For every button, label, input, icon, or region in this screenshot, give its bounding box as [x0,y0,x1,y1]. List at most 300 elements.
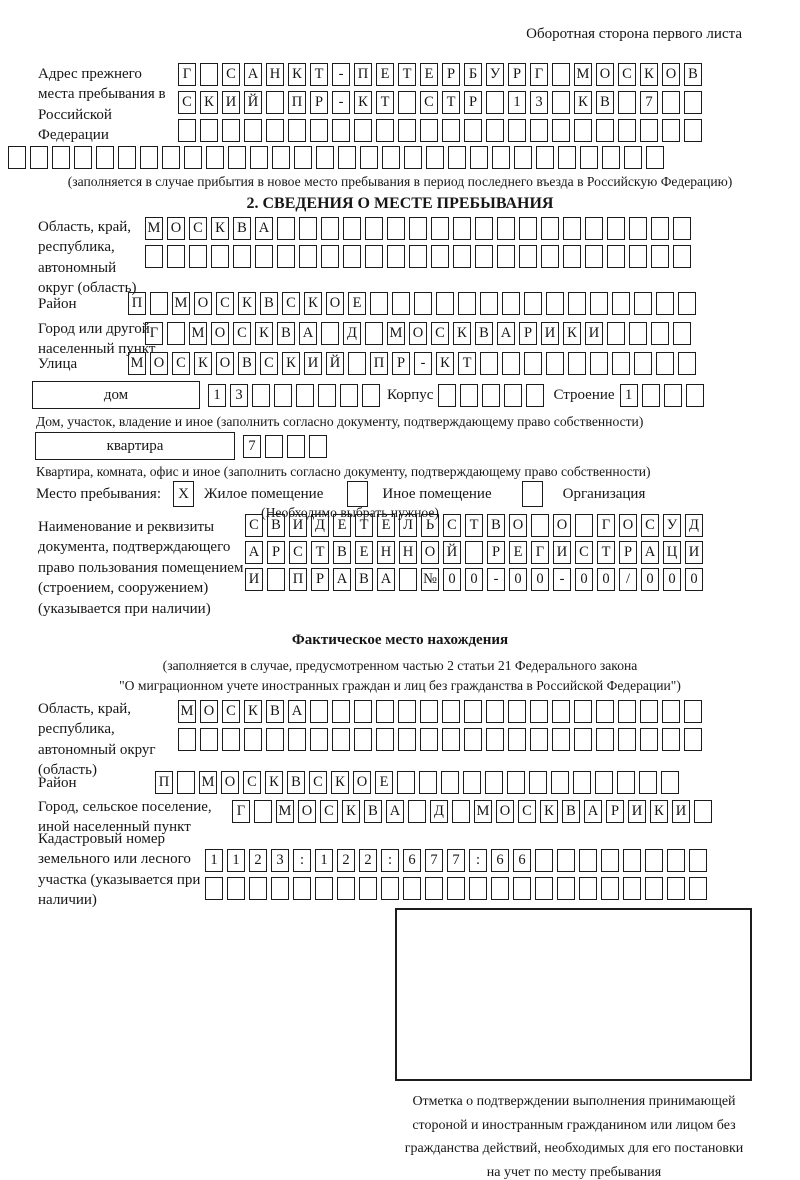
char-box[interactable]: А [377,568,395,591]
char-box[interactable]: И [685,541,703,564]
actual-region-row-2[interactable] [178,728,702,751]
char-box[interactable]: 7 [425,849,443,872]
char-box[interactable]: Й [443,541,461,564]
char-box[interactable]: О [553,514,571,537]
char-box[interactable] [640,119,658,142]
char-box[interactable]: М [128,352,146,375]
house-number-row[interactable] [208,384,380,407]
char-box[interactable] [514,146,532,169]
char-box[interactable] [403,877,421,900]
char-box[interactable]: И [628,800,646,823]
char-box[interactable] [492,146,510,169]
char-box[interactable] [546,352,564,375]
char-box[interactable]: Р [311,568,329,591]
char-box[interactable]: К [540,800,558,823]
char-box[interactable]: О [619,514,637,537]
char-box[interactable] [475,245,493,268]
char-box[interactable]: В [355,568,373,591]
char-box[interactable]: С [420,91,438,114]
char-box[interactable] [612,292,630,315]
char-box[interactable]: Р [508,63,526,86]
char-box[interactable] [274,384,292,407]
char-box[interactable] [365,217,383,240]
district-row[interactable] [128,292,696,315]
char-box[interactable] [646,146,664,169]
apartment-number-row[interactable] [243,435,327,458]
char-box[interactable] [585,217,603,240]
char-box[interactable] [486,119,504,142]
cadastral-row-1[interactable] [205,849,707,872]
char-box[interactable]: 2 [249,849,267,872]
char-box[interactable] [442,119,460,142]
char-box[interactable] [206,146,224,169]
house-field-box[interactable]: дом [32,381,200,409]
char-box[interactable]: А [288,700,306,723]
char-box[interactable] [558,146,576,169]
char-box[interactable] [508,700,526,723]
char-box[interactable]: В [684,63,702,86]
char-box[interactable] [596,728,614,751]
char-box[interactable] [228,146,246,169]
char-box[interactable] [376,700,394,723]
char-box[interactable]: 3 [230,384,248,407]
char-box[interactable]: С [282,292,300,315]
char-box[interactable] [397,771,415,794]
char-box[interactable]: В [238,352,256,375]
char-box[interactable] [316,146,334,169]
char-box[interactable] [563,245,581,268]
char-box[interactable] [530,728,548,751]
char-box[interactable]: Л [399,514,417,537]
char-box[interactable] [662,700,680,723]
char-box[interactable] [607,217,625,240]
char-box[interactable] [442,728,460,751]
char-box[interactable] [530,119,548,142]
char-box[interactable] [340,384,358,407]
char-box[interactable] [541,217,559,240]
char-box[interactable] [431,245,449,268]
char-box[interactable] [464,700,482,723]
char-box[interactable] [376,728,394,751]
char-box[interactable] [425,877,443,900]
char-box[interactable]: А [244,63,262,86]
char-box[interactable] [332,119,350,142]
char-box[interactable]: С [222,700,240,723]
char-box[interactable] [332,700,350,723]
char-box[interactable]: О [409,322,427,345]
char-box[interactable]: 0 [597,568,615,591]
char-box[interactable] [642,384,660,407]
street-row[interactable] [128,352,696,375]
char-box[interactable] [310,700,328,723]
char-box[interactable] [673,322,691,345]
char-box[interactable]: О [194,292,212,315]
city-row[interactable] [145,322,691,345]
char-box[interactable]: П [354,63,372,86]
char-box[interactable]: О [496,800,514,823]
char-box[interactable]: Й [326,352,344,375]
char-box[interactable]: 7 [447,849,465,872]
char-box[interactable] [309,435,327,458]
char-box[interactable] [145,245,163,268]
char-box[interactable] [524,352,542,375]
char-box[interactable] [200,119,218,142]
char-box[interactable]: С [443,514,461,537]
char-box[interactable] [200,728,218,751]
char-box[interactable] [684,700,702,723]
char-box[interactable] [618,728,636,751]
char-box[interactable]: 0 [663,568,681,591]
char-box[interactable] [470,146,488,169]
char-box[interactable] [337,877,355,900]
prev-address-row-3[interactable] [178,119,702,142]
char-box[interactable] [254,800,272,823]
char-box[interactable] [612,352,630,375]
char-box[interactable] [404,146,422,169]
char-box[interactable]: С [233,322,251,345]
char-box[interactable]: 1 [508,91,526,114]
char-box[interactable] [684,119,702,142]
char-box[interactable]: И [245,568,263,591]
char-box[interactable] [321,217,339,240]
char-box[interactable]: В [260,292,278,315]
char-box[interactable]: В [562,800,580,823]
region-row-2[interactable] [145,245,691,268]
char-box[interactable]: Г [232,800,250,823]
char-box[interactable] [607,322,625,345]
char-box[interactable] [574,700,592,723]
char-box[interactable] [513,877,531,900]
char-box[interactable] [667,849,685,872]
char-box[interactable] [52,146,70,169]
document-row-1[interactable] [245,514,703,537]
char-box[interactable]: О [509,514,527,537]
char-box[interactable]: В [277,322,295,345]
char-box[interactable] [178,119,196,142]
char-box[interactable]: 2 [359,849,377,872]
char-box[interactable] [574,728,592,751]
char-box[interactable] [452,800,470,823]
char-box[interactable] [661,771,679,794]
char-box[interactable] [299,217,317,240]
char-box[interactable] [618,91,636,114]
char-box[interactable] [365,245,383,268]
char-box[interactable]: Р [392,352,410,375]
char-box[interactable]: В [267,514,285,537]
char-box[interactable]: И [553,541,571,564]
char-box[interactable] [338,146,356,169]
char-box[interactable] [453,217,471,240]
char-box[interactable] [673,217,691,240]
char-box[interactable]: А [333,568,351,591]
char-box[interactable] [408,800,426,823]
char-box[interactable] [354,119,372,142]
char-box[interactable]: К [211,217,229,240]
char-box[interactable]: И [222,91,240,114]
char-box[interactable] [497,217,515,240]
char-box[interactable] [321,322,339,345]
char-box[interactable] [118,146,136,169]
char-box[interactable]: У [486,63,504,86]
char-box[interactable] [480,292,498,315]
char-box[interactable] [310,728,328,751]
char-box[interactable] [590,352,608,375]
char-box[interactable] [222,728,240,751]
char-box[interactable]: П [155,771,173,794]
char-box[interactable]: К [194,352,212,375]
char-box[interactable] [140,146,158,169]
char-box[interactable] [448,146,466,169]
char-box[interactable] [414,292,432,315]
char-box[interactable]: Й [244,91,262,114]
char-box[interactable] [399,568,417,591]
char-box[interactable] [629,245,647,268]
char-box[interactable]: Н [399,541,417,564]
char-box[interactable]: : [469,849,487,872]
char-box[interactable]: 6 [403,849,421,872]
char-box[interactable]: В [364,800,382,823]
char-box[interactable] [332,728,350,751]
char-box[interactable]: А [299,322,317,345]
char-box[interactable]: Р [519,322,537,345]
char-box[interactable]: А [255,217,273,240]
char-box[interactable] [436,292,454,315]
checkbox-residential[interactable]: X [173,481,194,507]
char-box[interactable] [662,119,680,142]
prev-address-row-4[interactable] [8,146,664,169]
char-box[interactable]: А [641,541,659,564]
char-box[interactable] [463,771,481,794]
actual-region-row-1[interactable] [178,700,702,723]
char-box[interactable] [211,245,229,268]
document-row-2[interactable] [245,541,703,564]
char-box[interactable] [482,384,500,407]
char-box[interactable] [382,146,400,169]
char-box[interactable] [530,700,548,723]
char-box[interactable] [552,728,570,751]
char-box[interactable]: О [596,63,614,86]
char-box[interactable] [573,771,591,794]
char-box[interactable]: М [189,322,207,345]
char-box[interactable] [624,146,642,169]
char-box[interactable] [376,119,394,142]
char-box[interactable] [634,292,652,315]
char-box[interactable] [684,728,702,751]
document-row-3[interactable] [245,568,703,591]
char-box[interactable]: В [233,217,251,240]
char-box[interactable] [30,146,48,169]
char-box[interactable] [508,728,526,751]
char-box[interactable]: Г [530,63,548,86]
char-box[interactable] [529,771,547,794]
char-box[interactable] [694,800,712,823]
char-box[interactable]: 1 [227,849,245,872]
char-box[interactable]: С [518,800,536,823]
char-box[interactable]: К [342,800,360,823]
char-box[interactable]: Р [619,541,637,564]
korpus-row[interactable] [438,384,544,407]
char-box[interactable]: К [640,63,658,86]
char-box[interactable] [535,877,553,900]
char-box[interactable] [387,245,405,268]
char-box[interactable] [684,91,702,114]
char-box[interactable] [568,352,586,375]
char-box[interactable]: С [189,217,207,240]
char-box[interactable] [673,245,691,268]
char-box[interactable] [458,292,476,315]
char-box[interactable] [167,245,185,268]
char-box[interactable] [293,877,311,900]
char-box[interactable] [486,700,504,723]
cadastral-row-2[interactable] [205,877,707,900]
char-box[interactable]: Р [310,91,328,114]
char-box[interactable]: Т [442,91,460,114]
char-box[interactable] [200,63,218,86]
char-box[interactable]: Е [509,541,527,564]
char-box[interactable] [362,384,380,407]
char-box[interactable] [574,119,592,142]
char-box[interactable] [343,245,361,268]
char-box[interactable]: В [487,514,505,537]
char-box[interactable] [662,91,680,114]
char-box[interactable] [96,146,114,169]
char-box[interactable]: Т [355,514,373,537]
char-box[interactable] [596,119,614,142]
char-box[interactable]: Д [343,322,361,345]
char-box[interactable]: К [650,800,668,823]
char-box[interactable] [667,877,685,900]
char-box[interactable] [579,877,597,900]
char-box[interactable] [575,514,593,537]
char-box[interactable]: 7 [243,435,261,458]
char-box[interactable]: В [596,91,614,114]
char-box[interactable] [177,771,195,794]
char-box[interactable]: К [282,352,300,375]
char-box[interactable] [392,292,410,315]
char-box[interactable] [266,91,284,114]
char-box[interactable]: С [289,541,307,564]
char-box[interactable] [469,877,487,900]
char-box[interactable]: К [436,352,454,375]
char-box[interactable]: Р [606,800,624,823]
char-box[interactable] [629,322,647,345]
char-box[interactable] [568,292,586,315]
char-box[interactable] [227,877,245,900]
char-box[interactable]: Т [311,541,329,564]
char-box[interactable]: / [619,568,637,591]
char-box[interactable]: - [414,352,432,375]
char-box[interactable] [299,245,317,268]
char-box[interactable]: В [333,541,351,564]
char-box[interactable]: А [245,541,263,564]
char-box[interactable] [252,384,270,407]
char-box[interactable] [150,292,168,315]
char-box[interactable]: : [381,849,399,872]
char-box[interactable] [167,322,185,345]
char-box[interactable]: 0 [509,568,527,591]
char-box[interactable] [497,245,515,268]
char-box[interactable] [348,352,366,375]
char-box[interactable]: С [222,63,240,86]
char-box[interactable] [645,849,663,872]
char-box[interactable]: 6 [491,849,509,872]
char-box[interactable] [189,245,207,268]
char-box[interactable] [557,849,575,872]
char-box[interactable]: И [541,322,559,345]
char-box[interactable] [640,700,658,723]
char-box[interactable]: Г [178,63,196,86]
char-box[interactable]: О [200,700,218,723]
char-box[interactable]: А [497,322,515,345]
char-box[interactable] [536,146,554,169]
char-box[interactable]: С [216,292,234,315]
char-box[interactable] [387,217,405,240]
char-box[interactable]: М [145,217,163,240]
char-box[interactable]: М [474,800,492,823]
char-box[interactable]: В [266,700,284,723]
char-box[interactable] [502,352,520,375]
char-box[interactable] [409,217,427,240]
char-box[interactable]: П [128,292,146,315]
char-box[interactable] [651,245,669,268]
char-box[interactable] [8,146,26,169]
char-box[interactable]: 0 [575,568,593,591]
char-box[interactable]: С [243,771,261,794]
char-box[interactable] [354,700,372,723]
char-box[interactable] [398,91,416,114]
char-box[interactable]: С [641,514,659,537]
char-box[interactable]: М [387,322,405,345]
char-box[interactable] [486,91,504,114]
char-box[interactable]: А [584,800,602,823]
char-box[interactable]: 7 [640,91,658,114]
prev-address-row-1[interactable] [178,63,702,86]
char-box[interactable] [524,292,542,315]
char-box[interactable] [315,877,333,900]
char-box[interactable] [249,877,267,900]
char-box[interactable] [551,771,569,794]
char-box[interactable] [590,292,608,315]
char-box[interactable]: В [475,322,493,345]
char-box[interactable]: О [216,352,234,375]
char-box[interactable] [552,700,570,723]
char-box[interactable] [277,217,295,240]
char-box[interactable] [557,877,575,900]
char-box[interactable] [441,771,459,794]
char-box[interactable] [601,877,619,900]
char-box[interactable] [634,352,652,375]
char-box[interactable]: : [293,849,311,872]
char-box[interactable] [296,384,314,407]
char-box[interactable]: Д [430,800,448,823]
char-box[interactable]: М [172,292,190,315]
char-box[interactable] [310,119,328,142]
char-box[interactable]: И [585,322,603,345]
char-box[interactable] [266,119,284,142]
char-box[interactable] [596,700,614,723]
char-box[interactable] [272,146,290,169]
char-box[interactable]: 0 [531,568,549,591]
char-box[interactable]: К [255,322,273,345]
char-box[interactable]: С [245,514,263,537]
char-box[interactable]: О [353,771,371,794]
char-box[interactable]: Т [597,541,615,564]
char-box[interactable] [546,292,564,315]
char-box[interactable] [645,877,663,900]
char-box[interactable] [398,700,416,723]
char-box[interactable]: - [332,91,350,114]
char-box[interactable] [381,877,399,900]
